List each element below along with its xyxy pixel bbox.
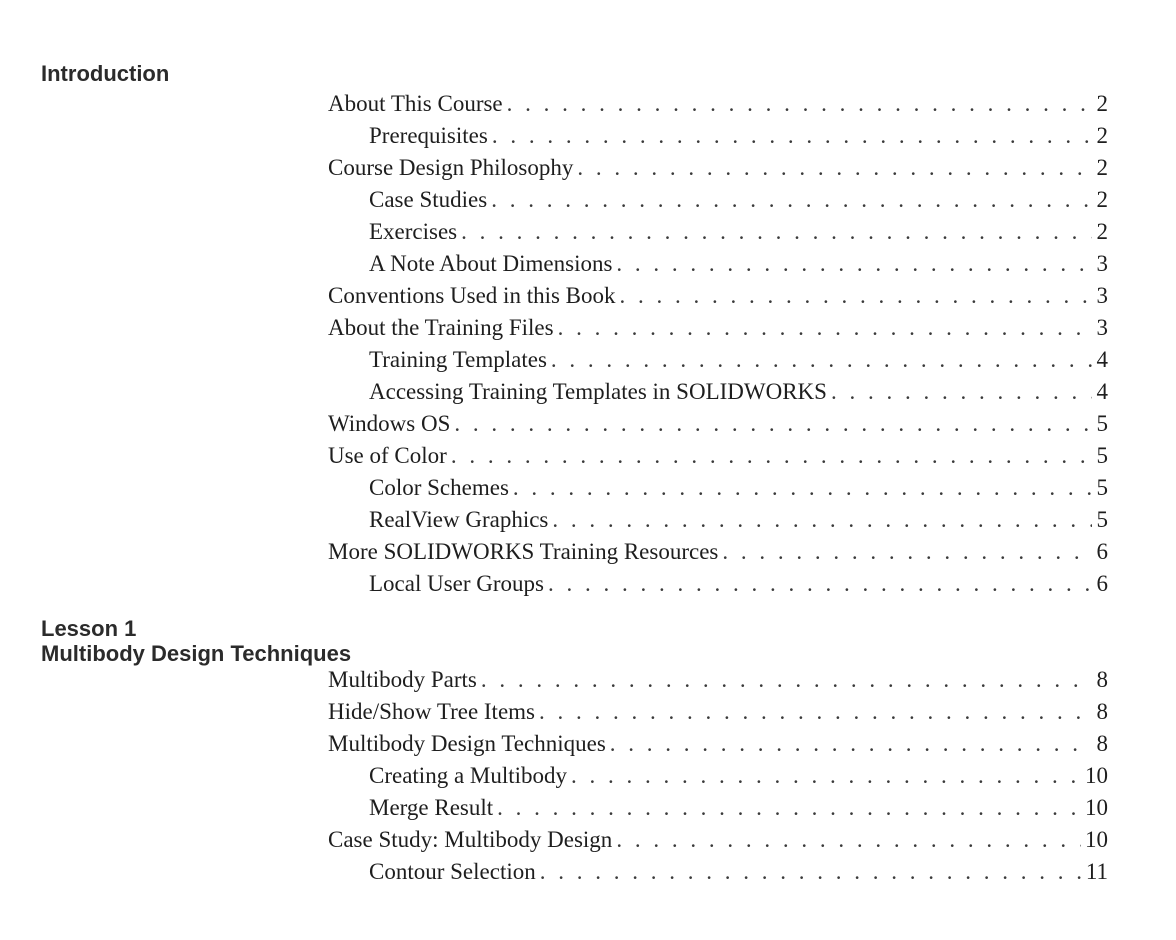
dot-leader [616, 824, 1081, 856]
toc-entry-title: More SOLIDWORKS Training Resources [328, 539, 719, 564]
toc-entry[interactable] [328, 696, 1108, 728]
toc-entry[interactable] [328, 536, 1108, 568]
toc-entry[interactable] [328, 312, 1108, 344]
dot-leader [454, 408, 1092, 440]
dot-leader [616, 248, 1092, 280]
toc-entry[interactable] [369, 248, 1108, 280]
dot-leader [552, 504, 1092, 536]
dot-leader [492, 120, 1092, 152]
toc-entry-title: Multibody Design Techniques [328, 731, 606, 756]
toc-entry-title: Color Schemes [369, 475, 509, 500]
dot-leader [540, 856, 1082, 888]
dot-leader [551, 344, 1092, 376]
toc-entry-page-number: 5 [1096, 475, 1108, 500]
toc-entry[interactable] [369, 504, 1108, 536]
section-heading: Lesson 1 [41, 616, 137, 641]
dot-leader [831, 376, 1092, 408]
toc-entry-title: Use of Color [328, 443, 447, 468]
toc-entry-page-number: 5 [1096, 507, 1108, 532]
toc-entry[interactable] [369, 568, 1108, 600]
dot-leader [722, 536, 1092, 568]
toc-entry-page-number: 3 [1096, 315, 1108, 340]
dot-leader [513, 472, 1092, 504]
toc-entry[interactable] [328, 440, 1108, 472]
section-subheading: Multibody Design Techniques [41, 641, 352, 666]
toc-entry-title: Windows OS [328, 411, 451, 436]
toc-entry-title: Hide/Show Tree Items [328, 699, 535, 724]
dot-leader [610, 728, 1092, 760]
toc-entry[interactable] [369, 344, 1108, 376]
toc-entry-title: RealView Graphics [369, 507, 549, 532]
toc-entry-page-number: 2 [1096, 219, 1108, 244]
toc-entry[interactable] [328, 664, 1108, 696]
toc-entry-page-number: 8 [1096, 731, 1108, 756]
toc-entry-page-number: 3 [1096, 251, 1108, 276]
toc-entry-title: Conventions Used in this Book [328, 283, 616, 308]
toc-entry[interactable] [369, 120, 1108, 152]
toc-entry-page-number: 5 [1096, 443, 1108, 468]
toc-entry[interactable] [328, 280, 1108, 312]
toc-entry-page-number: 2 [1096, 155, 1108, 180]
toc-entry[interactable] [369, 792, 1108, 824]
toc-entry[interactable] [369, 472, 1108, 504]
toc-entry-page-number: 10 [1085, 763, 1108, 788]
toc-entry-page-number: 4 [1096, 347, 1108, 372]
toc-entry-page-number: 8 [1096, 667, 1108, 692]
toc-entry-title: Contour Selection [369, 859, 536, 884]
toc-entry[interactable] [328, 824, 1108, 856]
toc-entry-page-number: 3 [1096, 283, 1108, 308]
toc-entry-title: About This Course [328, 91, 503, 116]
toc-entry-page-number: 8 [1096, 699, 1108, 724]
toc-entry-title: Accessing Training Templates in SOLIDWORKS [369, 379, 827, 404]
toc-entry[interactable] [369, 216, 1108, 248]
dot-leader [571, 760, 1081, 792]
dot-leader [497, 792, 1081, 824]
toc-entry-page-number: 2 [1096, 91, 1108, 116]
toc-entry[interactable] [328, 152, 1108, 184]
toc-entry-page-number: 4 [1096, 379, 1108, 404]
toc-entry-title: Case Study: Multibody Design [328, 827, 613, 852]
toc-entry[interactable] [369, 856, 1108, 888]
toc-entry-title: A Note About Dimensions [369, 251, 613, 276]
toc-entry-title: Training Templates [369, 347, 547, 372]
dot-leader [481, 664, 1092, 696]
dot-leader [507, 88, 1092, 120]
toc-entry-title: Merge Result [369, 795, 494, 820]
toc-entry[interactable] [328, 408, 1108, 440]
toc-entry-title: Creating a Multibody [369, 763, 568, 788]
section-heading: Introduction [41, 61, 170, 86]
dot-leader [461, 216, 1092, 248]
dot-leader [548, 568, 1092, 600]
toc-entry-page-number: 10 [1085, 795, 1108, 820]
dot-leader [577, 152, 1092, 184]
toc-entry-page-number: 2 [1096, 187, 1108, 212]
toc-entry[interactable] [328, 88, 1108, 120]
toc-entry-page-number: 6 [1096, 539, 1108, 564]
toc-entry-title: Local User Groups [369, 571, 545, 596]
dot-leader [491, 184, 1092, 216]
toc-entry-page-number: 11 [1085, 859, 1108, 884]
dot-leader [620, 280, 1092, 312]
toc-entry[interactable] [328, 728, 1108, 760]
toc-entry-title: Course Design Philosophy [328, 155, 574, 180]
toc-entry-title: Multibody Parts [328, 667, 477, 692]
toc-entry-title: About the Training Files [328, 315, 554, 340]
toc-entry[interactable] [369, 376, 1108, 408]
toc-entry-page-number: 5 [1096, 411, 1108, 436]
toc-entry-title: Exercises [369, 219, 458, 244]
toc-entry-page-number: 10 [1085, 827, 1108, 852]
toc-entry-page-number: 2 [1096, 123, 1108, 148]
toc-entry-title: Prerequisites [369, 123, 488, 148]
toc-entry-page-number: 6 [1096, 571, 1108, 596]
dot-leader [558, 312, 1092, 344]
toc-entry[interactable] [369, 760, 1108, 792]
toc-entry-title: Case Studies [369, 187, 488, 212]
dot-leader [451, 440, 1092, 472]
dot-leader [539, 696, 1092, 728]
toc-entry[interactable] [369, 184, 1108, 216]
